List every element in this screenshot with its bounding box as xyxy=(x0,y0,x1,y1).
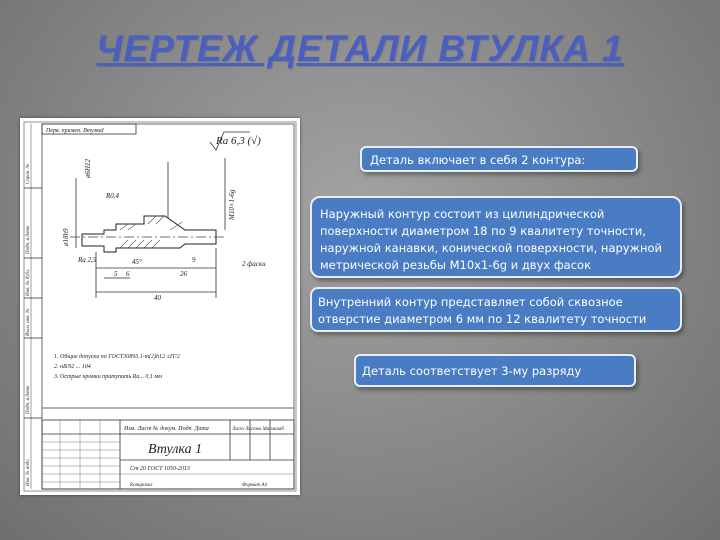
dim-ra25: Ra 2,5 xyxy=(78,256,97,264)
dim-angle: 45° xyxy=(132,258,142,266)
side-label-1: Справ. № xyxy=(26,163,31,184)
side-label-6: Инв. № подл. xyxy=(26,458,31,486)
drawing-svg xyxy=(20,118,300,495)
dim-chamfers: 2 фаски xyxy=(242,260,266,268)
side-label-5: Подп. и дата xyxy=(26,385,31,414)
dim-len9: 9 xyxy=(192,256,196,264)
note-3: 3. Острые кромки притупить Ra... 0,1 мм xyxy=(54,374,163,380)
dim-len26: 26 xyxy=(180,270,187,278)
format-label: Формат А4 xyxy=(242,483,267,488)
side-label-3: Инв. № дубл. xyxy=(26,268,31,296)
dim-d18: ø18h9 xyxy=(62,228,70,246)
technical-drawing xyxy=(20,118,300,495)
roughness-label: Ra 6,3 (√) xyxy=(216,135,261,147)
slide-title: ЧЕРТЕЖ ДЕТАЛИ ВТУЛКА 1 xyxy=(96,28,624,69)
side-label-2: Подп. и дата xyxy=(26,225,31,254)
info-box-grade: Деталь соответствует 3-му разряду xyxy=(354,354,636,387)
stamp-mid: Изм. Лист № докум. Подп. Дата xyxy=(124,426,209,432)
dim-r04: R0,4 xyxy=(106,192,120,200)
copy-label: Копировал xyxy=(130,483,153,488)
detail-name: Втулка 1 xyxy=(148,442,203,457)
stamp-top: Лист Листов Масштаб xyxy=(232,427,284,432)
info-box-contours: Деталь включает в себя 2 контура: xyxy=(360,146,638,172)
info-box-inner-contour: Внутренний контур представляет собой сквозное отверстие диаметром 6 мм по 12 квалитету точности xyxy=(310,287,682,332)
dim-len6: 6 xyxy=(126,270,130,278)
note-1: 1. Общие допуски по ГОСТ30893.1-m(2)h12 ±IT/2 xyxy=(54,354,180,360)
side-label-4: Взам. инв. № xyxy=(26,308,31,336)
dim-len40: 40 xyxy=(154,294,161,302)
dim-len5: 5 xyxy=(114,270,118,278)
note-2: 2. нВ/92 ... 104 xyxy=(54,364,91,370)
frame-top-label: Перв. примен. ВтулкаI xyxy=(46,128,104,134)
material-label: Ст 20 ГОСТ 1050-2013 xyxy=(130,466,190,472)
dim-d6: ø6H12 xyxy=(84,158,92,178)
info-box-outer-contour: Наружный контур состоит из цилиндрической поверхности диаметром 18 по 9 квалитету точности, наружной канавки, конической поверхности, наружной метрической резьбы М10х1-6g и двух фасок xyxy=(310,196,682,278)
dim-thread: М10×1-6g xyxy=(228,189,236,220)
